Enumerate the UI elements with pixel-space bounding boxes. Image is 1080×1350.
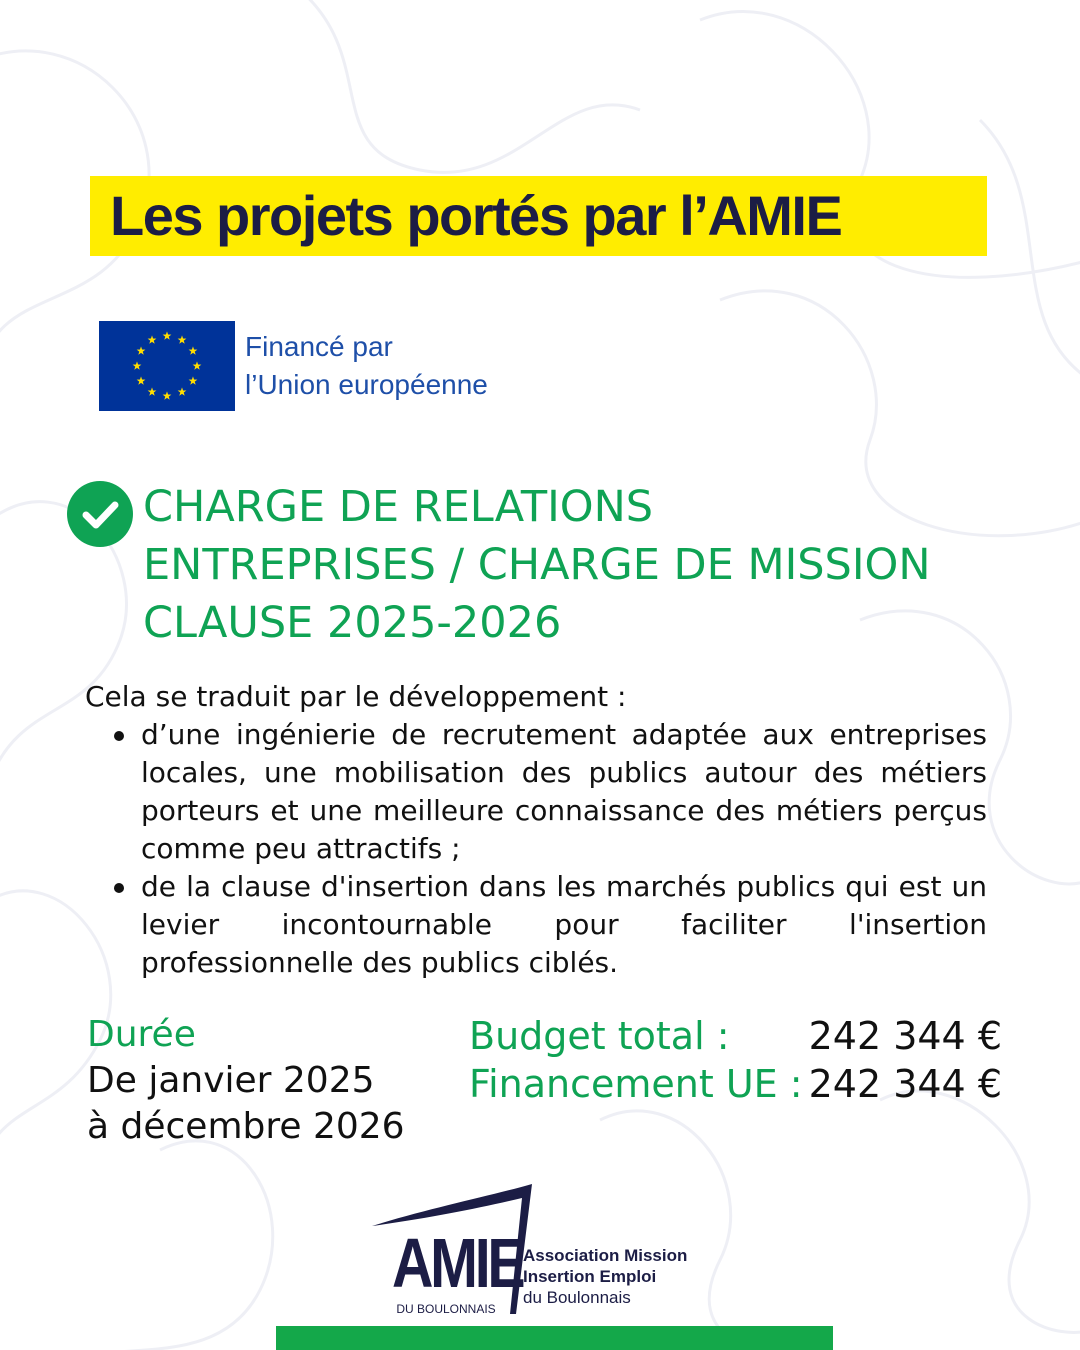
org-name-line1: Association Mission — [523, 1246, 688, 1265]
duree-start: De janvier 2025 — [87, 1060, 375, 1101]
description-list — [110, 716, 987, 982]
project-title-line1: CHARGE DE RELATIONS — [143, 482, 654, 532]
financement-ue-label: Financement UE : — [469, 1062, 803, 1106]
eu-flag-icon — [99, 321, 235, 411]
logo-wordmark: AMIE — [392, 1224, 523, 1302]
duree-end: à décembre 2026 — [87, 1106, 405, 1147]
description-intro: Cela se traduit par le développement : — [85, 680, 627, 713]
list-item — [110, 716, 987, 868]
org-name-line3: du Boulonnais — [523, 1288, 631, 1307]
check-circle-icon — [66, 480, 134, 548]
list-item-text: de la clause d'insertion dans les marchés publics qui est un levier incontournable pour faciliter l'insertion professionnelle des publics ciblés. — [141, 870, 987, 979]
organization-name — [523, 1245, 687, 1308]
footer-accent-bar — [276, 1326, 833, 1350]
duree-label: Durée — [87, 1014, 196, 1055]
bullet-icon — [114, 883, 124, 893]
list-item — [110, 868, 987, 982]
bullet-icon — [114, 731, 124, 741]
project-title — [143, 478, 1043, 652]
project-title-line2: ENTREPRISES / CHARGE DE MISSION — [143, 540, 931, 590]
budget-total-value: 242 344 € — [808, 1014, 1002, 1058]
page-title: Les projets portés par l’AMIE — [110, 184, 842, 247]
project-title-line3: CLAUSE 2025-2026 — [143, 598, 562, 648]
org-name-line2: Insertion Emploi — [523, 1267, 657, 1286]
budget-total-label: Budget total : — [469, 1014, 730, 1058]
list-item-text: d’une ingénierie de recrutement adaptée aux entreprises locales, une mobilisation des publics autour des métiers porteurs et une meilleure connaissance des métiers perçus comme peu attractifs ; — [141, 718, 987, 865]
financement-ue-value: 242 344 € — [808, 1062, 1002, 1106]
eu-funding-text — [245, 328, 488, 404]
eu-funding-line1: Financé par — [245, 331, 393, 362]
logo-subline: DU BOULONNAIS — [396, 1302, 496, 1316]
eu-funding-line2: l’Union européenne — [245, 369, 488, 400]
